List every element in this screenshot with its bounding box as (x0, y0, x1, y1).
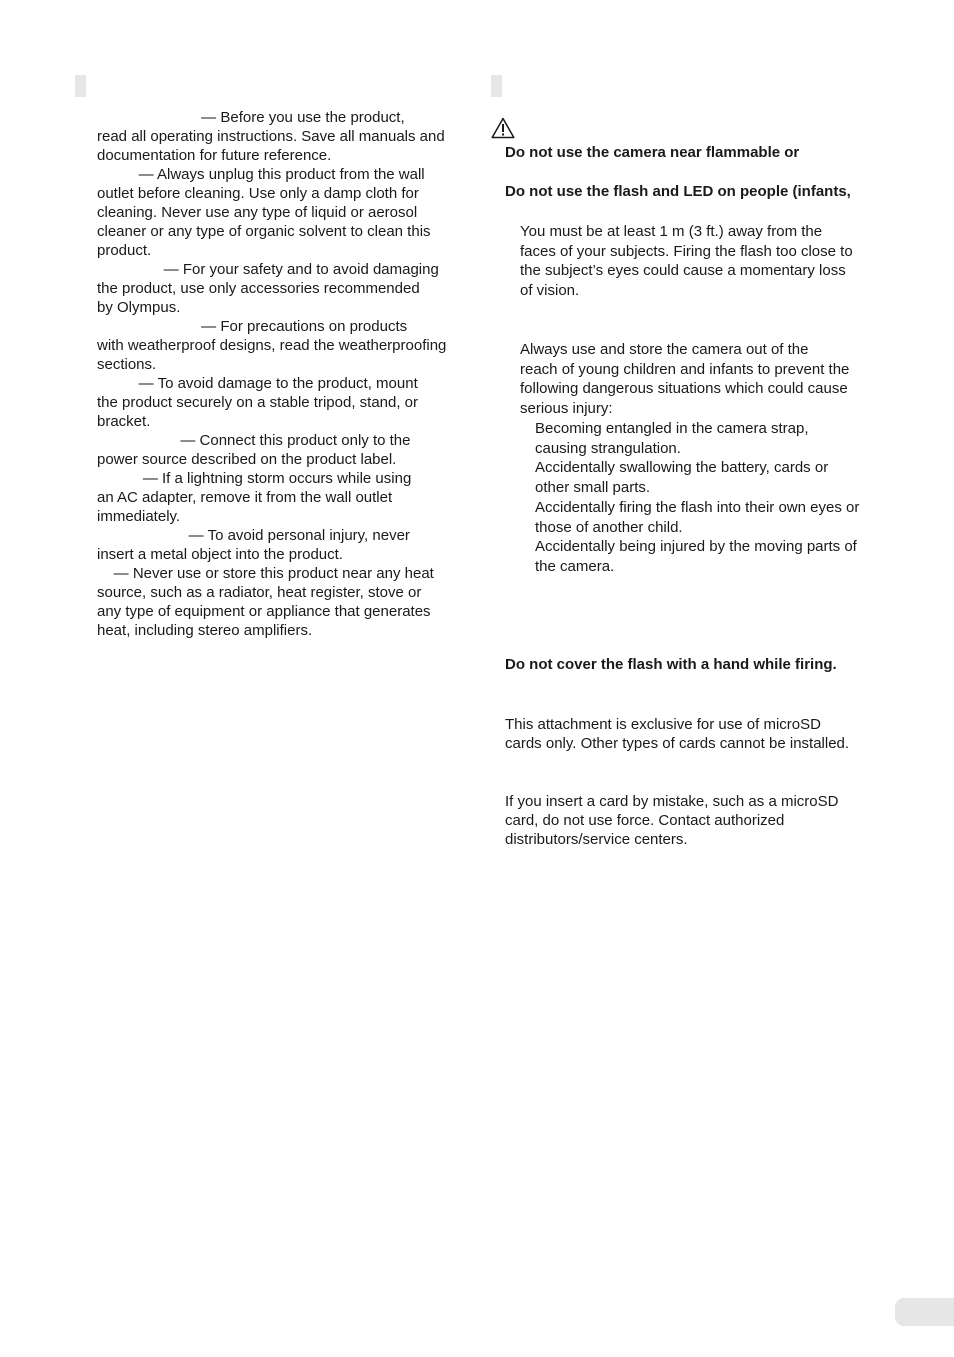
children-intro-paragraph (520, 340, 900, 419)
microsd-line: This attachment is exclusive for use of microSD (505, 716, 821, 733)
card-mistake-line: distributors/service centers. (505, 831, 688, 848)
precaution-item (97, 564, 467, 640)
precaution-line: — For precautions on products (97, 318, 408, 335)
hazard-line: Becoming entangled in the camera strap, (535, 420, 809, 437)
children-hazards-list (535, 419, 905, 577)
hazard-line: Accidentally being injured by the moving parts of (535, 538, 857, 556)
flash-distance-line: of vision. (520, 282, 580, 300)
precaution-line: source, such as a radiator, heat register, stove or (97, 584, 422, 601)
precaution-item (97, 431, 467, 469)
precaution-list (97, 108, 467, 640)
precaution-line: heat, including stereo amplifiers. (97, 622, 313, 639)
precaution-line: — If a lightning storm occurs while using (97, 470, 412, 487)
hazard-line: those of another child. (535, 518, 683, 536)
hazard-item (535, 498, 905, 537)
hazard-item (535, 419, 905, 458)
precaution-line: immediately. (97, 508, 181, 525)
precaution-line: by Olympus. (97, 299, 181, 316)
precaution-line: any type of equipment or appliance that generates (97, 603, 431, 620)
hazard-item (535, 537, 905, 576)
precaution-item (97, 469, 467, 526)
heading-cover-flash: Do not cover the flash with a hand while firing. (505, 656, 837, 673)
card-mistake-line: card, do not use force. Contact authorized (505, 812, 785, 829)
precaution-line: — To avoid personal injury, never (97, 527, 410, 544)
precaution-line: cleaning. Never use any type of liquid or aerosol (97, 204, 418, 221)
precaution-line: the product, use only accessories recommended (97, 280, 420, 297)
precaution-line: outlet before cleaning. Use only a damp cloth for (97, 185, 419, 202)
precaution-line: power source described on the product label. (97, 451, 397, 468)
warning-triangle-icon (491, 117, 515, 139)
precaution-line: — For your safety and to avoid damaging (97, 261, 439, 278)
precaution-line: sections. (97, 356, 157, 373)
precaution-line: documentation for future reference. (97, 147, 332, 164)
flash-distance-line: faces of your subjects. Firing the flash too close to (520, 242, 853, 260)
precaution-line: — Before you use the product, (97, 109, 405, 126)
children-intro-line: serious injury: (520, 400, 613, 418)
precaution-line: product. (97, 242, 152, 259)
precaution-line: an AC adapter, remove it from the wall outlet (97, 489, 393, 506)
flash-distance-line: You must be at least 1 m (3 ft.) away from the (520, 223, 823, 240)
hazard-item (535, 458, 905, 497)
precaution-line: cleaner or any type of organic solvent to clean this (97, 223, 431, 240)
heading-flammable: Do not use the camera near flammable or (505, 144, 800, 161)
hazard-line: other small parts. (535, 479, 651, 497)
precaution-line: with weatherproof designs, read the weatherproofing (97, 337, 447, 354)
precaution-line: — Always unplug this product from the wall (97, 166, 425, 183)
precaution-line: the product securely on a stable tripod, stand, or (97, 394, 419, 411)
heading-flash-people: Do not use the flash and LED on people (infants, (505, 183, 851, 200)
children-intro-line: reach of young children and infants to prevent the (520, 360, 850, 378)
precaution-item (97, 108, 467, 165)
left-section-marker (75, 75, 86, 97)
precaution-line: — Connect this product only to the (97, 432, 411, 449)
flash-distance-line: the subject’s eyes could cause a momentary loss (520, 262, 846, 280)
precaution-item (97, 260, 467, 317)
children-intro-line: Always use and store the camera out of the (520, 341, 809, 358)
precaution-line: insert a metal object into the product. (97, 546, 343, 563)
precaution-item (97, 374, 467, 431)
right-section-marker (491, 75, 502, 97)
hazard-line: the camera. (535, 557, 615, 575)
precaution-line: bracket. (97, 413, 151, 430)
microsd-line: cards only. Other types of cards cannot be installed. (505, 735, 850, 752)
hazard-line: Accidentally swallowing the battery, cards or (535, 459, 829, 477)
precaution-item (97, 165, 467, 260)
page-number-tab (895, 1298, 954, 1326)
hazard-line: Accidentally firing the flash into their own eyes or (535, 498, 860, 516)
hazard-line: causing strangulation. (535, 439, 681, 457)
children-intro-line: following dangerous situations which could cause (520, 380, 848, 398)
microsd-paragraph (505, 715, 895, 753)
precaution-line: — To avoid damage to the product, mount (97, 375, 418, 392)
precaution-item (97, 526, 467, 564)
precaution-item (97, 317, 467, 374)
left-column (97, 108, 467, 640)
card-mistake-line: If you insert a card by mistake, such as a microSD (505, 793, 839, 810)
card-mistake-paragraph (505, 792, 895, 849)
precaution-line: read all operating instructions. Save all manuals and (97, 128, 445, 145)
precaution-line: — Never use or store this product near any heat (97, 565, 434, 582)
flash-distance-paragraph (520, 222, 900, 301)
